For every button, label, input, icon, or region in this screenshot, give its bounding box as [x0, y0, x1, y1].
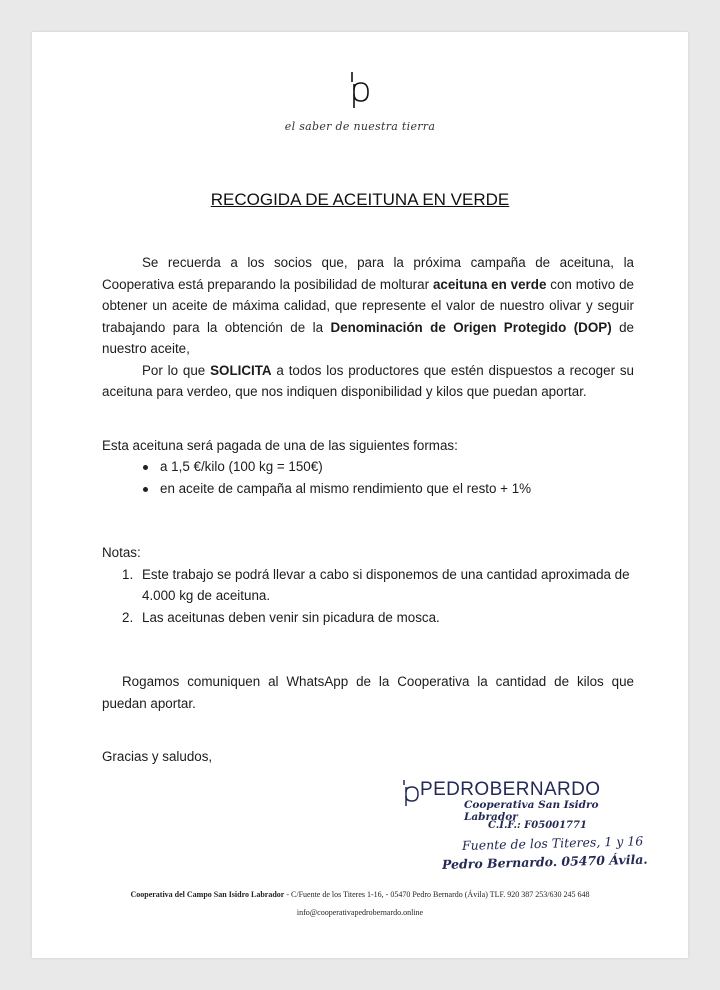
b-monogram-icon: [345, 70, 375, 110]
document-page: [32, 32, 688, 958]
letter-body: [102, 252, 634, 768]
letterhead-logo: [32, 70, 688, 110]
footer-contact-line: Cooperativa del Campo San Isidro Labrador - C/Fuente de los Titeres 1-16, - 05470 Pedro Bernardo (Ávila) TLF. 920 387 253/630 245 648: [130, 890, 590, 899]
paragraph-intro: Se recuerda a los socios que, para la próxima campaña de aceituna, la Cooperativa está preparando la posibilidad de molturar aceituna en verde con motivo de obtener un aceite de máxima calidad, que represente el valor de nuestro olivar y seguir trabajando para la obtención de la Denominación de Origen Protegido (DOP) de nuestro aceite,: [102, 255, 634, 356]
letterhead-tagline: el saber de nuestra tierra: [284, 120, 436, 133]
document-footer: [32, 886, 688, 922]
document-title: RECOGIDA DE ACEITUNA EN VERDE: [210, 190, 510, 209]
paragraph-request: Por lo que SOLICITA a todos los productores que estén dispuestos a recoger su aceituna para verdeo, que nos indiquen disponibilidad y kilos que puedan aportar.: [102, 362, 634, 399]
note-item: 1. Este trabajo se podrá llevar a cabo si disponemos de una cantidad aproximada de 4.000 kg de aceituna.: [122, 566, 630, 603]
closing: Gracias y saludos,: [102, 749, 213, 764]
notes-heading: Notas:: [102, 545, 141, 560]
note-item: 2. Las aceitunas deben venir sin picadura de mosca.: [122, 609, 440, 625]
stamp-town: Pedro Bernardo. 05470 Ávila.: [441, 851, 648, 872]
whatsapp-request: Rogamos comuniquen al WhatsApp de la Cooperativa la cantidad de kilos que puedan aportar.: [102, 674, 634, 711]
footer-email: info@cooperativapedrobernardo.online: [296, 908, 424, 917]
stamp-b-icon: [400, 779, 422, 807]
stamp-cif: C.I.F.: F05001771: [488, 820, 587, 831]
notes-list: [102, 564, 634, 629]
stamp-address: Fuente de los Titeres, 1 y 16: [461, 833, 644, 853]
stamp-brand: PEDROBERNARDO: [420, 779, 601, 800]
payment-option: a 1,5 €/kilo (100 kg = 150€): [102, 456, 634, 478]
payment-intro: Esta aceituna será pagada de una de las siguientes formas:: [102, 437, 458, 453]
payment-options: [102, 456, 634, 499]
stamp-cooperative-name: Cooperativa San Isidro Labrador: [464, 799, 599, 823]
payment-option: en aceite de campaña al mismo rendimiento que el resto + 1%: [102, 478, 634, 500]
